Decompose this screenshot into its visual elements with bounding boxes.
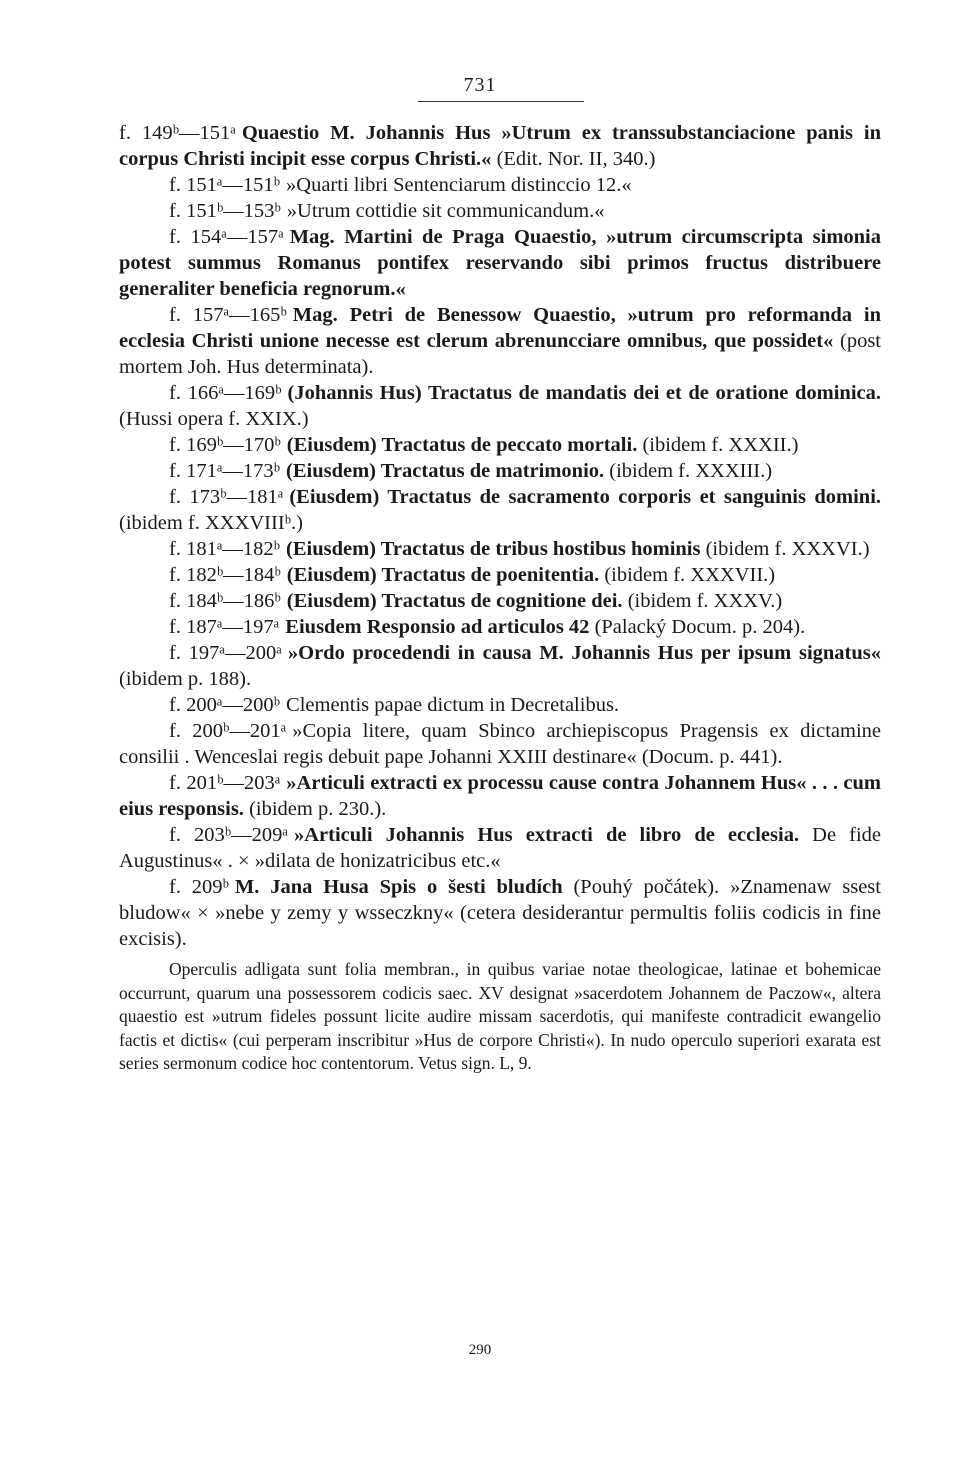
entry-reference: Clementis papae dictum in Decretalibus. [286,694,620,716]
entry-title: (Eiusdem) Tractatus de tribus hostibus hominis [286,538,701,560]
entry-reference: (ibidem f. XXXVI.) [700,538,870,560]
entry-title: Eiusdem Responsio ad articulos 42 [285,616,590,638]
catalog-entry [119,614,881,640]
catalog-entry [119,198,881,224]
catalog-entry [119,692,881,718]
entry-title: (Eiusdem) Tractatus de sacramento corporis et sanguinis domini. [289,486,882,508]
folio-range: f. 201ᵇ—203ᵃ [169,772,281,794]
catalog-entry [119,224,881,302]
folio-range: f. 157ᵃ—165ᵇ [169,304,287,326]
catalog-entry [119,484,881,536]
entry-title: »Ordo procedendi in causa M. Johannis Hus per ipsum signatus« [287,642,881,664]
catalog-entry [119,302,881,380]
entry-title: »Articuli Johannis Hus extracti de libro de ecclesia. [293,824,800,846]
entry-title: (Eiusdem) Tractatus de cognitione dei. [286,590,623,612]
folio-range: f. 166ᵃ—169ᵇ [169,382,282,404]
entry-reference: (Palacký Docum. p. 204). [589,616,806,638]
folio-range: f. 151ᵇ—153ᵇ [169,200,281,222]
entry-title: (Eiusdem) Tractatus de poenitentia. [286,564,600,586]
header-rule [418,101,584,102]
codex-note: Operculis adligata sunt folia membran., in quibus variae notae theologicae, latinae et bohemicae occurrunt, quarum una possessorem codicis saec. XV designat »sacerdotem Johannem de Paczow«, altera quaestio est »utrum fideles possunt licite audire missam sacerdotis, qui manifeste contradicit ewangelio factis et dictis« (cui perperam inscribitur »Hus de corpore Christi«). In nudo operculo superiori exarata est series sermonum codice hoc contentorum. Vetus sign. L, 9. [119,959,881,1073]
entry-title: »Articuli extracti ex processu cause contra Johannem Hus« . . . cum eius responsis. [119,772,881,820]
catalog-entries [119,120,881,1093]
entry-reference: »Utrum cottidie sit communicandum.« [286,200,605,222]
folio-range: f. 173ᵇ—181ᵃ [169,486,284,508]
folio-range: f. 154ᵃ—157ᵃ [169,226,284,248]
folio-range: f. 169ᵇ—170ᵇ [169,434,281,456]
entry-reference: (ibidem f. XXXII.) [637,434,799,456]
entry-reference: (post mortem Joh. Hus determinata). [119,330,881,378]
catalog-entry [119,588,881,614]
catalog-entry [119,640,881,692]
catalog-entry [119,718,881,770]
entry-title: (Eiusdem) Tractatus de peccato mortali. [286,434,638,456]
page-number: 731 [463,74,497,96]
catalog-entry [119,432,881,458]
catalog-entry [119,536,881,562]
entry-reference: (ibidem f. XXXVII.) [599,564,776,586]
catalog-entry [119,770,881,822]
folio-range: f. 184ᵇ—186ᵇ [169,590,281,612]
folio-range: f. 149ᵇ—151ᵃ [119,122,236,144]
entry-reference: De fide Augustinus« . × »dilata de honizatricibus etc.« [119,824,881,872]
folio-range: f. 209ᵇ [169,876,229,898]
entry-reference: (Edit. Nor. II, 340.) [491,148,656,170]
entry-title: (Eiusdem) Tractatus de matrimonio. [286,460,605,482]
entry-title: Mag. Martini de Praga Quaestio, »utrum circumscripta simonia potest summus Romanus pontifex reservando sibi primos fructus distribuere generaliter beneficia regnorum.« [119,226,881,300]
catalog-entry [119,562,881,588]
entry-title: Mag. Petri de Benessow Quaestio, »utrum pro reformanda in ecclesia Christi unione necesse est clerum abrenuncciare omnibus, que possidet« [119,304,881,352]
folio-range: f. 197ᵃ—200ᵃ [169,642,282,664]
entry-title: Quaestio M. Johannis Hus »Utrum ex transsubstanciacione panis in corpus Christi incipit esse corpus Christi.« [119,122,881,170]
catalog-entry [119,458,881,484]
entry-reference: (Hussi opera f. XXIX.) [119,408,309,430]
folio-range: f. 182ᵇ—184ᵇ [169,564,281,586]
entry-reference: (ibidem p. 230.). [243,798,387,820]
entry-title: M. Jana Husa Spis o šesti bludích [234,876,563,898]
catalog-entry [119,120,881,172]
catalog-entry [119,380,881,432]
catalog-entry [119,172,881,198]
catalog-entry [119,874,881,952]
entry-reference: (ibidem p. 188). [119,668,252,690]
entry-reference: (Pouhý počátek). »Znamenaw ssest bludow« × »nebe y zemy y wsseczkny« (cetera desiderantur permultis foliis codicis in fine excisis). [119,876,881,950]
entry-reference: (ibidem f. XXXV.) [622,590,783,612]
entry-title: (Johannis Hus) Tractatus de mandatis dei et de oratione dominica. [287,382,881,404]
folio-range: f. 181ᵃ—182ᵇ [169,538,281,560]
folio-range: f. 200ᵃ—200ᵇ [169,694,281,716]
entry-reference: »Quarti libri Sentenciarum distinccio 12.« [286,174,632,196]
footer-page-number: 290 [468,1342,492,1358]
folio-range: f. 171ᵃ—173ᵇ [169,460,281,482]
folio-range: f. 200ᵇ—201ᵃ [169,720,287,742]
entry-reference: »Copia litere, quam Sbinco archiepiscopus Pragensis ex dictamine consilii . Wenceslai regis debuit pape Johanni XXIII destinare« (Docum. p. 441). [119,720,881,768]
entry-reference: (ibidem f. XXXVIIIᵇ.) [119,512,303,534]
folio-range: f. 203ᵇ—209ᵃ [169,824,288,846]
catalog-entry [119,822,881,874]
folio-range: f. 187ᵃ—197ᵃ [169,616,280,638]
entry-reference: (ibidem f. XXXIII.) [604,460,773,482]
folio-range: f. 151ᵃ—151ᵇ [169,174,281,196]
